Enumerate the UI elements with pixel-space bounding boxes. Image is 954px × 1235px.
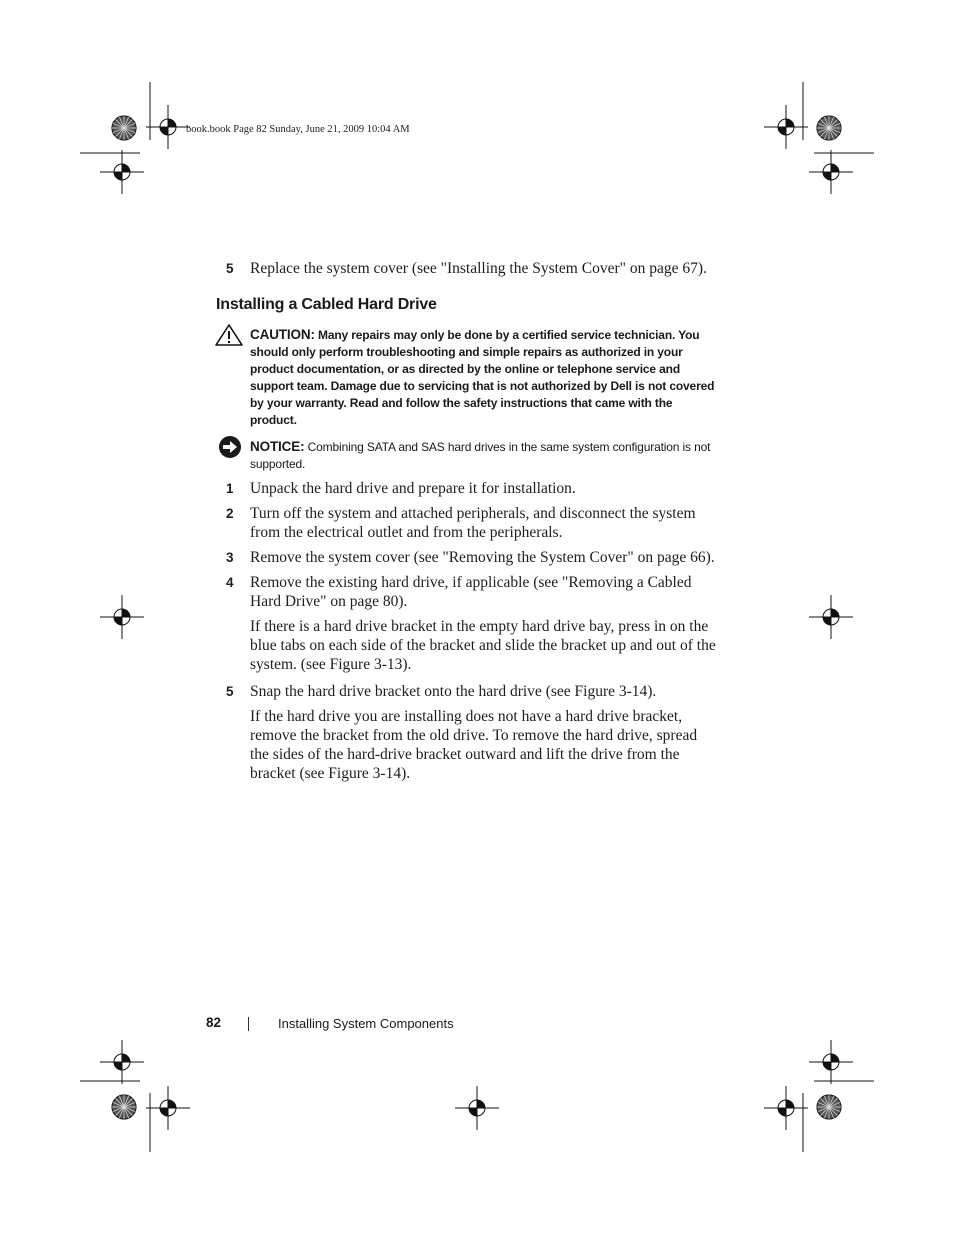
step-number: 3 [226,550,234,565]
footer-section-title: Installing System Components [278,1016,454,1031]
footer-divider [248,1017,249,1031]
step-number: 5 [226,684,234,699]
step-number: 5 [226,261,234,276]
step-text: Unpack the hard drive and prepare it for installation. [250,480,576,497]
step-4 [226,573,716,611]
top-step [226,259,716,278]
notice-text: Combining SATA and SAS hard drives in the same system configuration is not supported. [250,440,711,471]
notice-note [250,438,720,473]
step-2 [226,504,716,542]
caution-text: Many repairs may only be done by a certified service technician. You should only perform troubleshooting and simple repairs as authorized in your product documentation, or as directed by the online or telephone service and support team. Damage due to servicing that is not authorized by Dell is not covered by your warranty. Read and follow the safety instructions that came with the product. [250,328,715,427]
caution-note [250,326,720,429]
caution-label: CAUTION: [250,327,315,342]
step-number: 2 [226,506,234,521]
notice-arrow-icon [218,435,242,459]
step-text: Turn off the system and attached peripherals, and disconnect the system from the electrical outlet and from the peripherals. [250,505,696,541]
notice-label: NOTICE: [250,439,305,454]
step-4-detail: If there is a hard drive bracket in the empty hard drive bay, press in on the blue tabs on each side of the bracket and slide the bracket up and out of the system. (see Figure 3-13). [250,618,716,673]
section-heading: Installing a Cabled Hard Drive [216,296,437,313]
step-number: 4 [226,575,234,590]
warning-triangle-icon [214,323,244,347]
step-text: Remove the system cover (see "Removing the System Cover" on page 66). [250,549,715,566]
step-3 [226,548,716,567]
step-1 [226,479,716,498]
print-slug: book.book Page 82 Sunday, June 21, 2009 10:04 AM [186,124,410,135]
step-5 [226,682,716,701]
step-number: 1 [226,481,234,496]
step-text: Replace the system cover (see "Installing the System Cover" on page 67). [250,260,707,277]
step-text: Snap the hard drive bracket onto the hard drive (see Figure 3-14). [250,683,657,700]
page-number: 82 [206,1015,222,1030]
step-text: Remove the existing hard drive, if applicable (see "Removing a Cabled Hard Drive" on page 80). [250,574,692,610]
step-5-detail: If the hard drive you are installing does not have a hard drive bracket, remove the bracket from the old drive. To remove the hard drive, spread the sides of the hard-drive bracket outward and lift the drive from the bracket (see Figure 3-14). [250,708,698,782]
